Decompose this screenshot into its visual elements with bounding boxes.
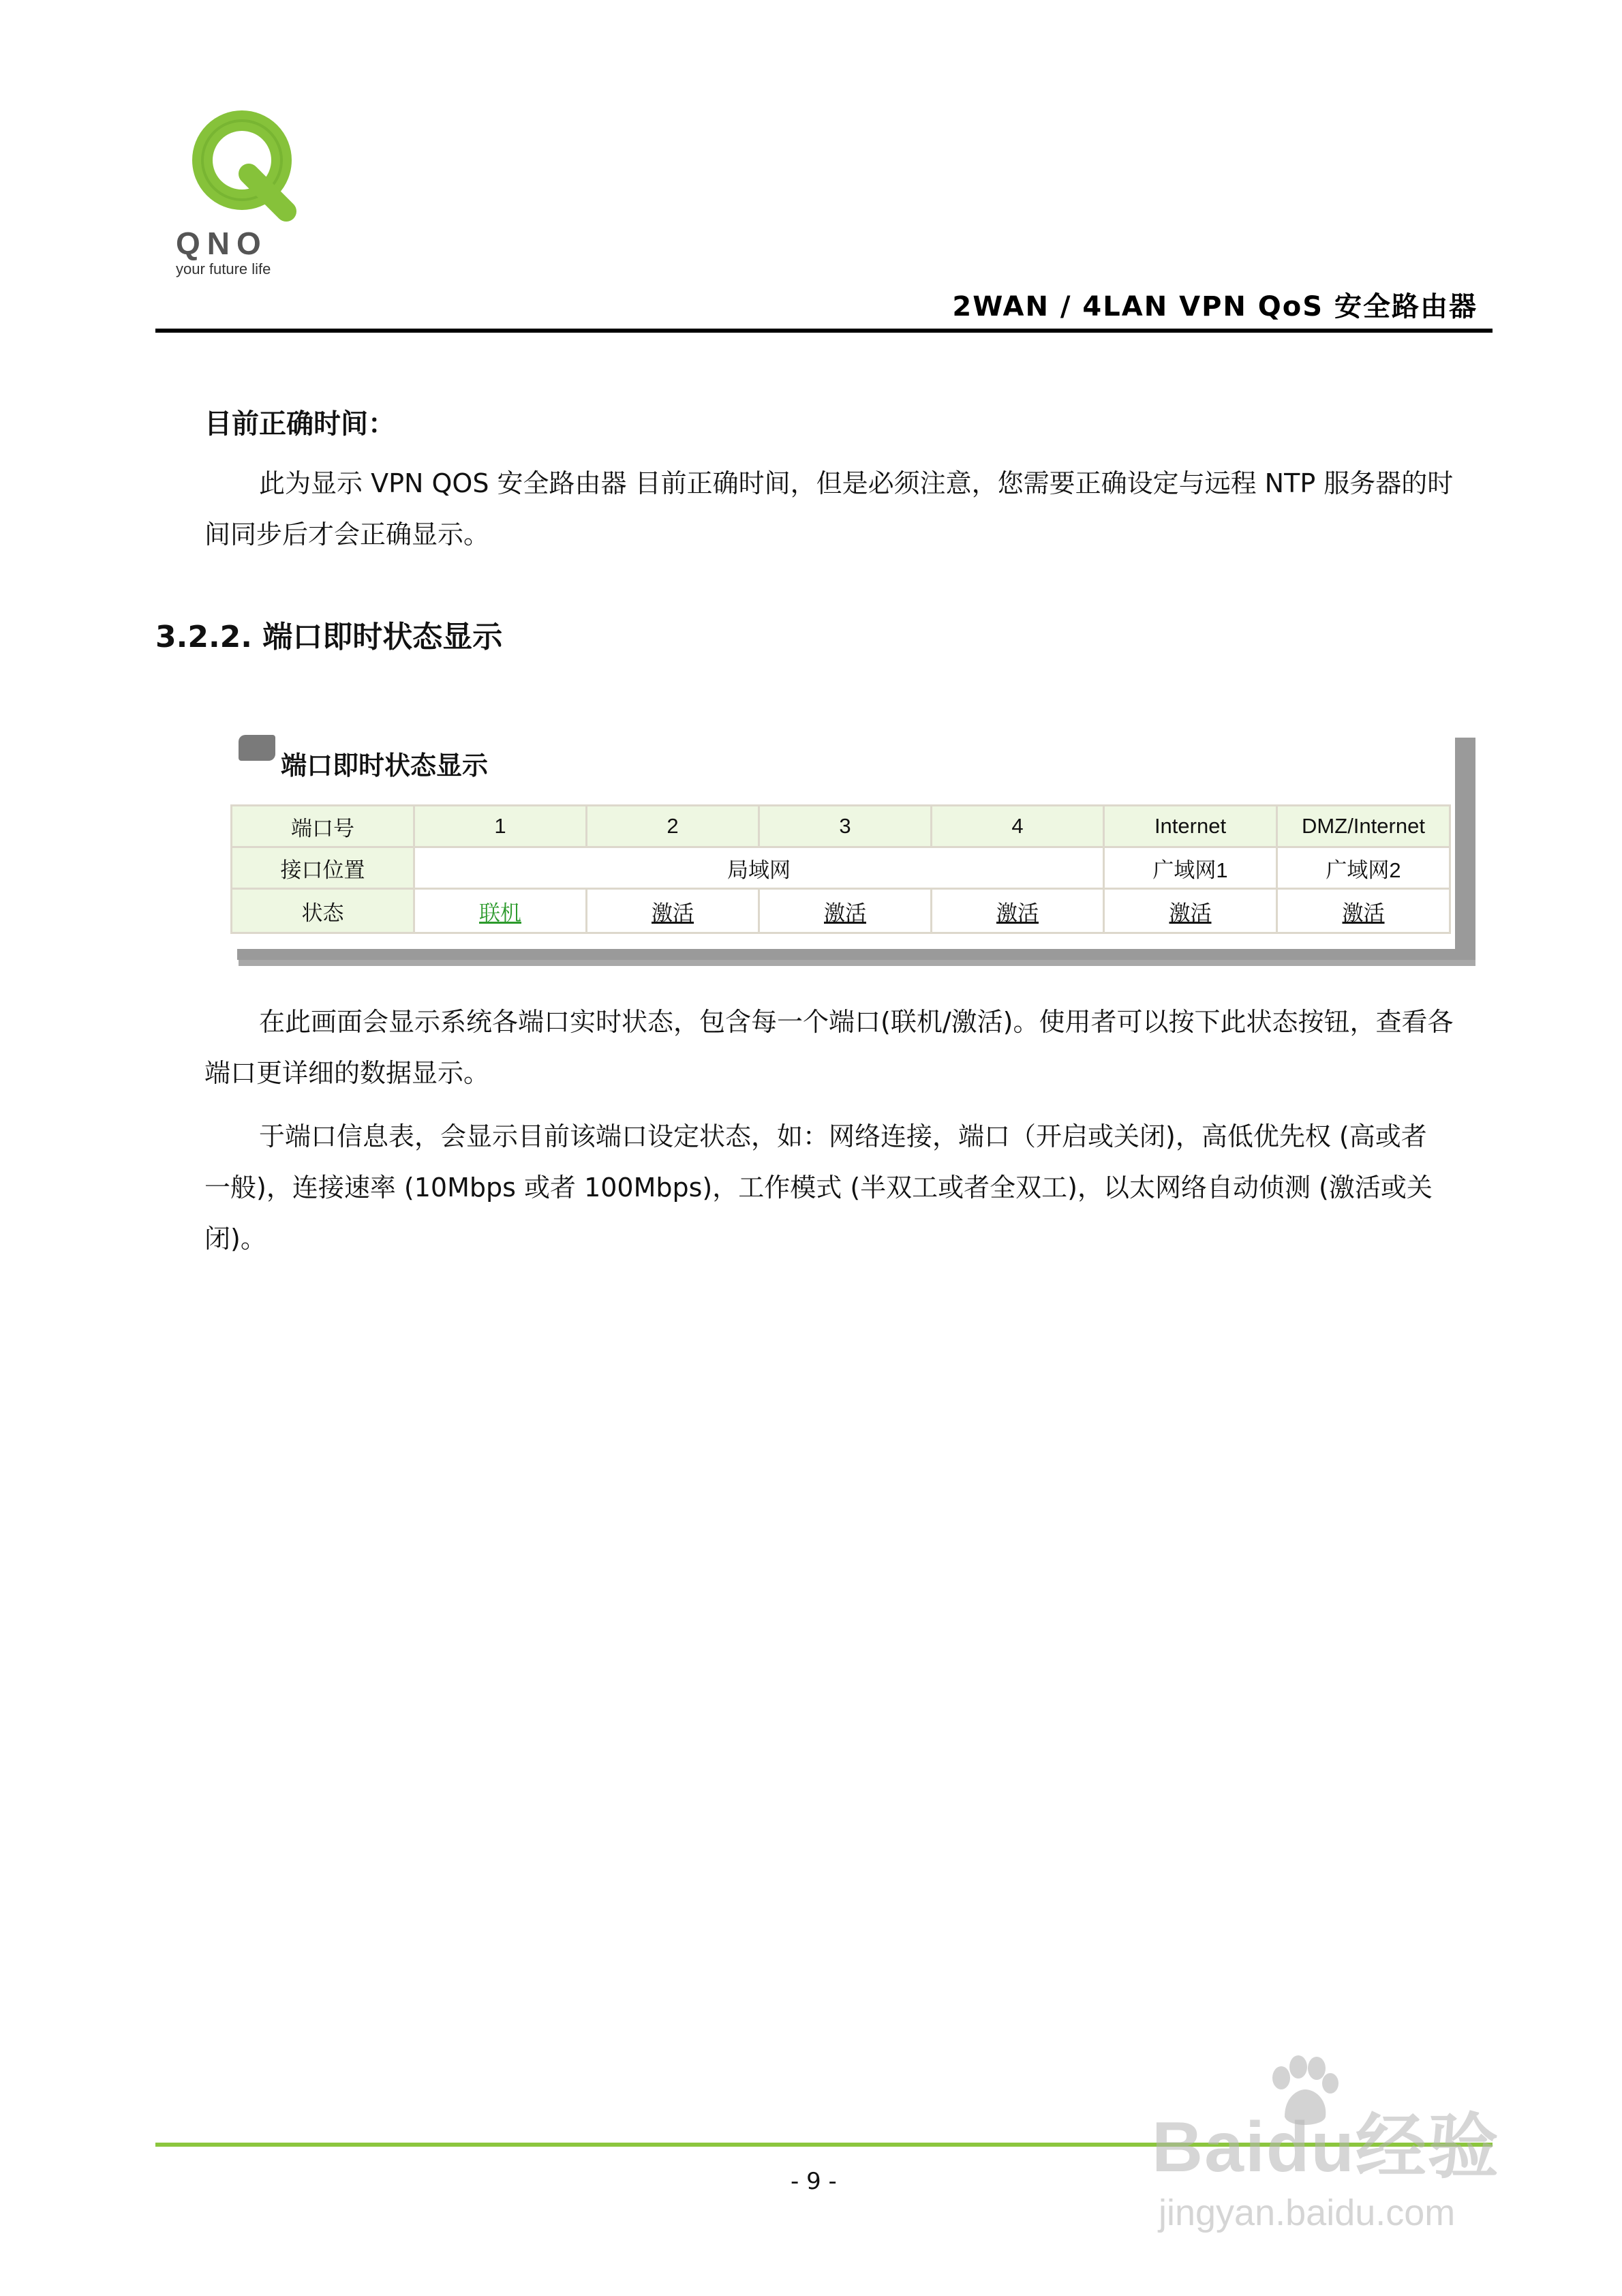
port-2-header: 2 xyxy=(587,806,759,847)
logo-tagline: your future life xyxy=(176,260,271,277)
table-row-status xyxy=(232,889,1450,933)
port-1-header: 1 xyxy=(414,806,587,847)
panel-title: 端口即时状态显示 xyxy=(281,751,489,781)
status-link-port-1[interactable]: 联机 xyxy=(479,901,521,925)
port-3-header: 3 xyxy=(759,806,932,847)
current-time-heading: 目前正确时间： xyxy=(204,408,395,440)
row-label-port-number: 端口号 xyxy=(232,806,414,847)
table-row-interface-location xyxy=(232,847,1450,889)
port-status-paragraph-2: 于端口信息表，会显示目前该端口设定状态，如：网络连接，端口（开启或关闭)，高低优先权 (高或者 一般)，连接速率 (10Mbps 或者 100Mbps)，工作模式 (半双工或者全双工)，以太网络自动侦测 (激活或关闭)。 xyxy=(204,1121,1433,1254)
panel-right-border xyxy=(1455,738,1475,959)
table-row-port-number xyxy=(232,806,1450,847)
document-header-title: 2WAN / 4LAN VPN QoS 安全路由器 xyxy=(952,291,1478,322)
status-link-port-2[interactable]: 激活 xyxy=(652,901,694,925)
header-divider xyxy=(155,329,1493,333)
location-lan: 局域网 xyxy=(414,847,1104,889)
logo-brand: QNO xyxy=(176,226,268,261)
section-heading-port-status: 3.2.2. 端口即时状态显示 xyxy=(155,620,503,654)
status-link-internet[interactable]: 激活 xyxy=(1169,901,1212,925)
status-link-dmz[interactable]: 激活 xyxy=(1342,901,1385,925)
current-time-paragraph: 此为显示 VPN QOS 安全路由器 目前正确时间，但是必须注意，您需要正确设定与远程 NTP 服务器的时间同步后才会正确显示。 xyxy=(204,468,1454,549)
status-link-port-3[interactable]: 激活 xyxy=(824,901,866,925)
port-status-table xyxy=(230,804,1451,934)
panel-bottom-border xyxy=(237,949,1475,960)
status-link-port-4[interactable]: 激活 xyxy=(996,901,1039,925)
panel-tab-icon xyxy=(239,735,275,761)
page-number: - 9 - xyxy=(791,2168,837,2195)
row-label-interface-location: 接口位置 xyxy=(232,847,414,889)
port-4-header: 4 xyxy=(932,806,1104,847)
port-dmz-header: DMZ/Internet xyxy=(1277,806,1450,847)
row-label-status: 状态 xyxy=(232,889,414,933)
baidu-watermark-url: jingyan.baidu.com xyxy=(1159,2192,1456,2233)
location-wan1: 广域网1 xyxy=(1104,847,1277,889)
baidu-watermark-text: Baidu经验 xyxy=(1152,2108,1500,2187)
port-internet-header: Internet xyxy=(1104,806,1277,847)
location-wan2: 广域网2 xyxy=(1277,847,1450,889)
port-status-paragraph-1: 在此画面会显示系统各端口实时状态，包含每一个端口(联机/激活)。使用者可以按下此状态按钮，查看各端口更详细的数据显示。 xyxy=(204,1007,1454,1088)
